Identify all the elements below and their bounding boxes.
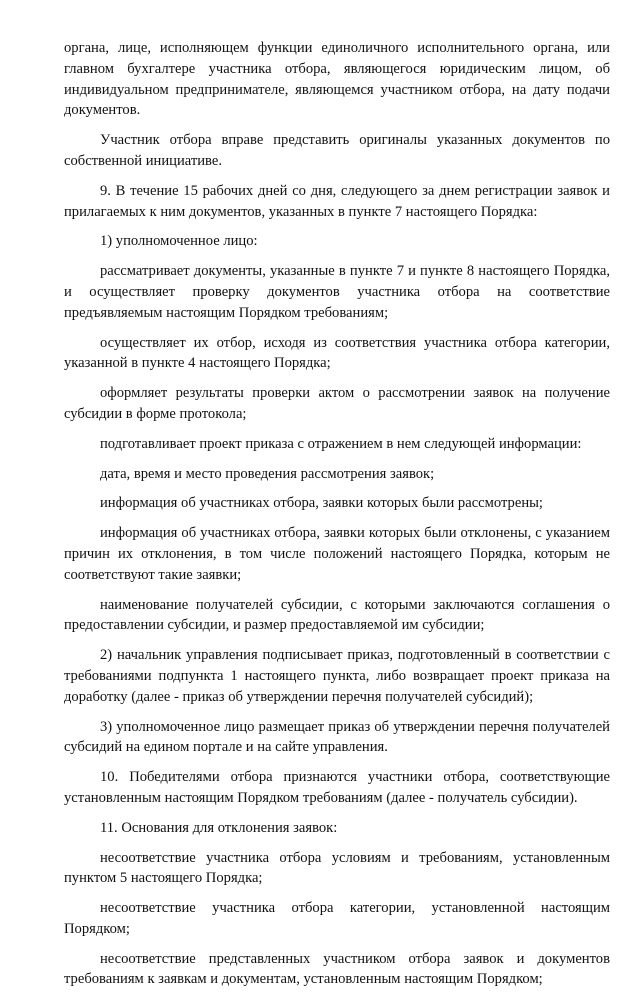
paragraph-rejected-participants: информация об участниках отбора, заявки которых были отклонены, с указанием причин их отклонения, в том числе положений настоящего Порядка, которым не соответствуют такие заявки;	[64, 525, 610, 583]
paragraph-reject-category: несоответствие участника отбора категории, установленной настоящим Порядком;	[64, 900, 610, 937]
paragraph-reject-conditions: несоответствие участника отбора условиям и требованиям, установленным пунктом 5 настоящего Порядка;	[64, 849, 610, 887]
paragraph-subitem-2: 2) начальник управления подписывает приказ, подготовленный в соответствии с требованиями подпункта 1 настоящего пункта, либо возвращает проект приказа на доработку (далее - приказ об утверждении перечня получателей субсидий);	[64, 647, 610, 705]
paragraph-subitem-3: 3) уполномоченное лицо размещает приказ об утверждении перечня получателей субсидий на едином портале и на сайте управления.	[64, 718, 610, 756]
document-page	[64, 38, 610, 999]
paragraph-draft-order: подготавливает проект приказа с отражением в нем следующей информации:	[100, 435, 582, 452]
paragraph-selection: осуществляет их отбор, исходя из соответствия участника отбора категории, указанной в пункте 4 настоящего Порядка;	[64, 334, 610, 372]
paragraph-originals-initiative: Участник отбора вправе представить оригиналы указанных документов по собственной инициативе.	[64, 132, 610, 169]
paragraph-date-time-place: дата, время и место проведения рассмотрения заявок;	[100, 465, 435, 482]
paragraph-reviewed-participants: информация об участниках отбора, заявки которых были рассмотрены;	[100, 495, 543, 512]
paragraph-reject-documents: несоответствие представленных участником отбора заявок и документов требованиям к заявкам и документам, установленным настоящим Порядком;	[64, 950, 610, 988]
paragraph-subitem-1: 1) уполномоченное лицо:	[100, 233, 258, 250]
paragraph-reviews-documents: рассматривает документы, указанные в пункте 7 и пункте 8 настоящего Порядка, и осуществляет проверку документов участника отбора на соответствие предъявляемым настоящим Порядком требованиям;	[64, 263, 610, 321]
paragraph-recipients: наименование получателей субсидии, с которыми заключаются соглашения о предоставлении субсидии, и размер предоставляемой им субсидии;	[64, 596, 610, 634]
paragraph-item-11: 11. Основания для отклонения заявок:	[100, 819, 338, 836]
paragraph-item-9: 9. В течение 15 рабочих дней со дня, следующего за днем регистрации заявок и прилагаемых к ним документов, указанных в пункте 7 настоящего Порядка:	[64, 182, 610, 220]
paragraph-item-10: 10. Победителями отбора признаются участники отбора, соответствующие установленным настоящим Порядком требованиям (далее - получатель субсидии).	[64, 769, 610, 806]
paragraph-continuation: органа, лице, исполняющем функции единоличного исполнительного органа, или главном бухгалтере участника отбора, являющегося юридическим лицом, об индивидуальном предпринимателе, являющемся участником отбора, на дату подачи документов.	[64, 40, 610, 119]
paragraph-protocol: оформляет результаты проверки актом о рассмотрении заявок на получение субсидии в форме протокола;	[64, 385, 610, 422]
